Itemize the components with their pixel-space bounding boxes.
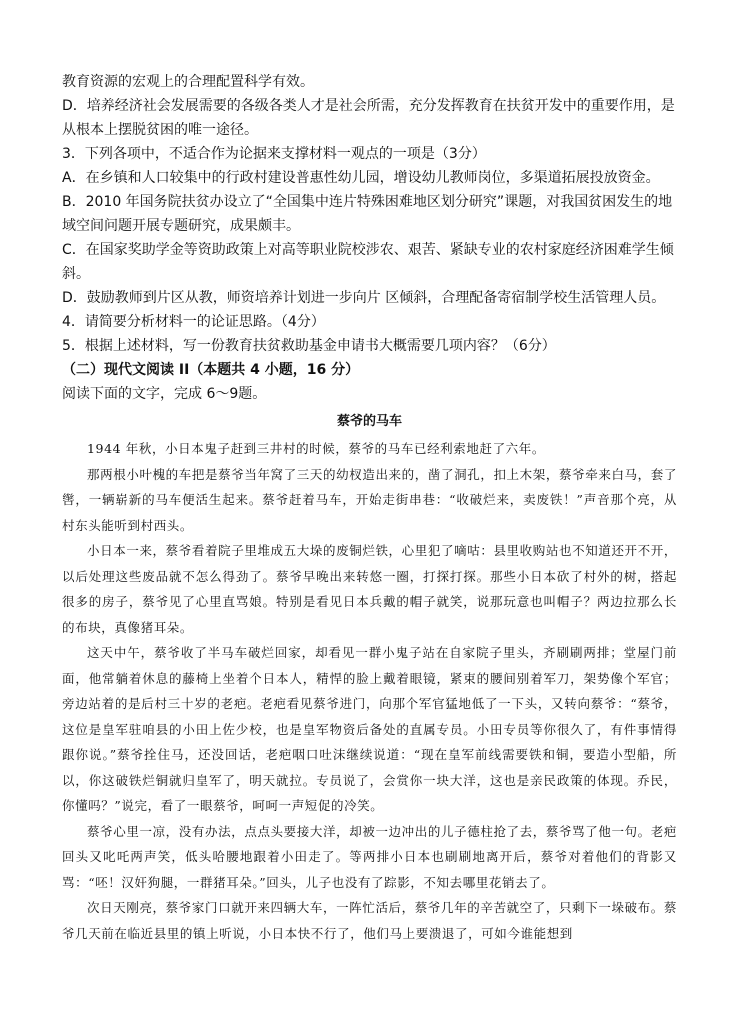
story-paragraph: 小日本一来，蔡爷看着院子里堆成五大垛的废铜烂铁，心里犯了嘀咕：县里收购站也不知道还开不开，以后处理这些废品就不怎么得劲了。蔡爷早晚出来转悠一圈，打探打探。那些小日本砍了村外的树，搭起很多的房子，蔡爷见了心里直骂娘。特别是看见日本兵戴的帽子就笑，说那玩意也叫帽子？两边拉那么长的布块，真像猪耳朵。: [62, 543, 677, 635]
question-3: 3．下列各项中，不适合作为论据来支撑材料一观点的一项是（3分）: [62, 146, 486, 162]
story-paragraph: 那两根小叶槐的车把是蔡爷当年窝了三天的幼杈造出来的，凿了洞孔，扣上木架，蔡爷牵来白马，套了辔，一辆崭新的马车便活生起来。蔡爷赶着马车，开始走街串巷：“收破烂来，卖废铁！”声音那个亮，从村东头能听到村西头。: [62, 466, 677, 533]
story-paragraph: 1944 年秋，小日本鬼子赶到三井村的时候，蔡爷的马车已经利索地赶了六年。: [87, 441, 545, 456]
option-d-q2: D．培养经济社会发展需要的各级各类人才是社会所需，充分发挥教育在扶贫开发中的重要作用，是从根本上摆脱贫困的唯一途径。: [62, 98, 675, 138]
option-b-q3: B．2010 年国务院扶贫办设立了“全国集中连片特殊困难地区划分研究”课题，对我国贫困发生的地域空间问题开展专题研究，成果颇丰。: [62, 194, 673, 234]
option-d-q3: D．鼓励教师到片区从教，师资培养计划进一步向片 区倾斜，合理配备寄宿制学校生活管理人员。: [62, 290, 666, 306]
reading-instruction: 阅读下面的文字，完成 6～9题。: [62, 386, 267, 402]
story-paragraph: 这天中午，蔡爷收了半马车破烂回家，却看见一群小鬼子站在自家院子里头，齐刷刷两排；堂屋门前面，他常躺着休息的藤椅上坐着个日本人，精悍的脸上戴着眼镜，紧束的腰间别着军刀，架势像个军官；旁边站着的是后村三十岁的老疤。老疤看见蔡爷进门，向那个军官猛地低了一下头，又转向蔡爷：“蔡爷，这位是皇军驻咱县的小田上佐少校，也是皇军物资后备处的直属专员。小田专员等你很久了，有件事情得跟你说。”蔡爷拴住马，还没回话，老疤咽口吐沫继续说道：“现在皇军前线需要铁和铜，要造小型船，所以，你这破铁烂铜就归皇军了，明天就拉。专员说了，会赏你一块大洋，这也是亲民政策的体现。乔民，你懂吗？”说完，看了一眼蔡爷，呵呵一声短促的冷笑。: [62, 645, 677, 813]
option-c-q3: C．在国家奖助学金等资助政策上对高等职业院校涉农、艰苦、紧缺专业的农村家庭经济困难学生倾斜。: [62, 242, 674, 282]
question-5: 5．根据上述材料，写一份教育扶贫救助基金申请书大概需要几项内容？（6分）: [62, 338, 556, 354]
question-4: 4．请简要分析材料一的论证思路。（4分）: [62, 314, 325, 330]
story-paragraph: 蔡爷心里一凉，没有办法，点点头要接大洋，却被一边冲出的儿子德柱抢了去，蔡爷骂了他一句。老疤回头又叱吒两声笑，低头哈腰地跟着小田走了。等两排小日本也刷刷地离开后，蔡爷对着他们的背影又骂：“呸！汉奸狗腿，一群猪耳朵。”回头，儿子也没有了踪影，不知去哪里花销去了。: [62, 823, 677, 890]
story-title: 蔡爷的马车: [336, 414, 402, 429]
continuation-line: 教育资源的宏观上的合理配置科学有效。: [62, 74, 314, 90]
section-heading: （二）现代文阅读 II（本题共 4 小题，16 分）: [62, 362, 360, 378]
story-paragraph: 次日天刚亮，蔡爷家门口就开来四辆大车，一阵忙活后，蔡爷几年的辛苦就空了，只剩下一垛破布。蔡爷几天前在临近县里的镇上听说，小日本快不行了，他们马上要溃退了，可如今谁能想到: [62, 900, 677, 941]
option-a-q3: A．在乡镇和人口较集中的行政村建设普惠性幼儿园，增设幼儿教师岗位，多渠道拓展投放资金。: [62, 170, 660, 186]
